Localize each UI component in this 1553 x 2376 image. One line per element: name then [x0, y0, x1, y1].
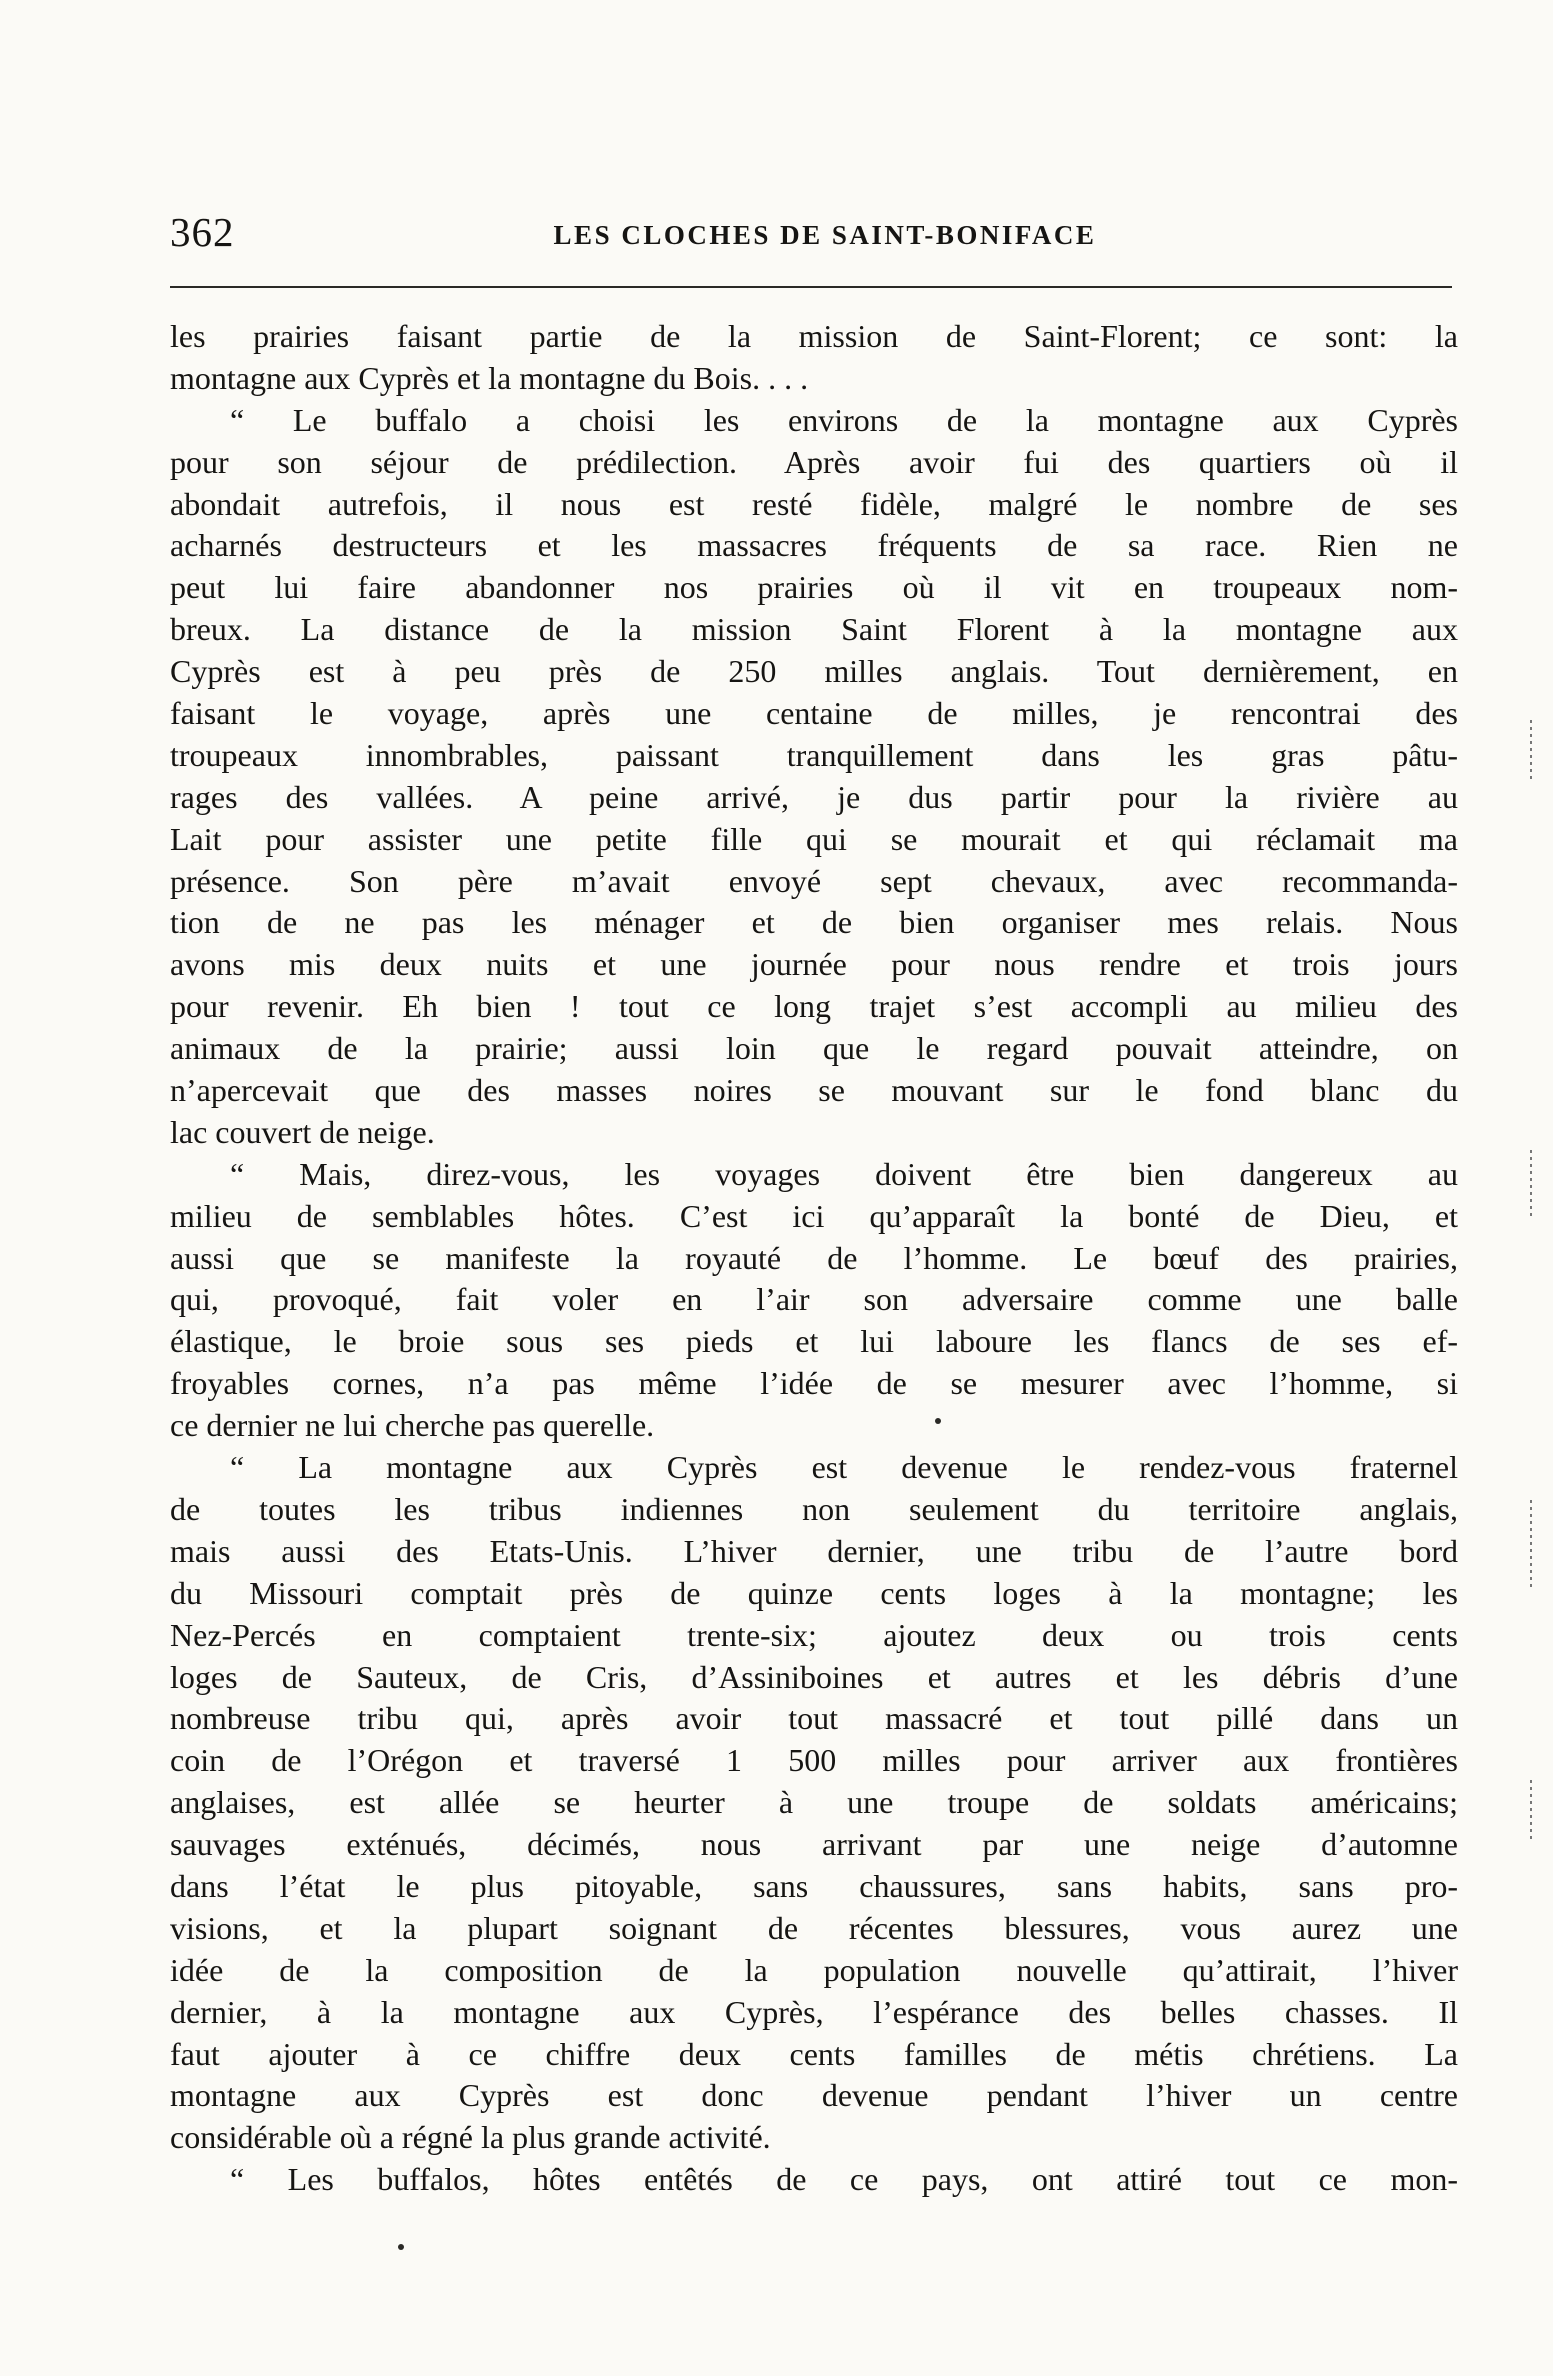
text-line: “ La montagne aux Cyprès est devenue le rendez-vous fraternel [230, 1449, 1458, 1486]
header-rule [170, 286, 1452, 288]
text-line: de toutes les tribus indiennes non seulement du territoire anglais, [170, 1490, 1458, 1527]
text-line: les prairies faisant partie de la mission de Saint-Florent; ce sont: la [170, 318, 1458, 354]
text-line: nombreuse tribu qui, après avoir tout massacré et tout pillé dans un [170, 1700, 1458, 1737]
text-line: n’apercevait que des masses noires se mouvant sur le fond blanc du [170, 1072, 1458, 1109]
text-line: “ Le buffalo a choisi les environs de la montagne aux Cyprès [230, 401, 1458, 438]
text-line: aussi que se manifeste la royauté de l’homme. Le bœuf des prairies, [170, 1239, 1458, 1276]
running-head [170, 208, 1450, 268]
text-line: tion de ne pas les ménager et de bien organiser mes relais. Nous [170, 904, 1458, 941]
body-text [170, 316, 1458, 2201]
text-line: faisant le voyage, après une centaine de milles, je rencontrai des [170, 695, 1458, 732]
text-line: pour son séjour de prédilection. Après avoir fui des quartiers où il [170, 443, 1458, 480]
text-line: loges de Sauteux, de Cris, d’Assiniboines et autres et les débris d’une [170, 1658, 1458, 1695]
text-line: idée de la composition de la population nouvelle qu’attirait, l’hiver [170, 1951, 1458, 1988]
printing-speck [935, 1418, 941, 1424]
text-line: dans l’état le plus pitoyable, sans chaussures, sans habits, sans pro- [170, 1867, 1458, 1904]
text-line: animaux de la prairie; aussi loin que le regard pouvait atteindre, on [170, 1030, 1458, 1067]
printing-speck [398, 2244, 404, 2250]
text-line: Cyprès est à peu près de 250 milles anglais. Tout dernièrement, en [170, 653, 1458, 690]
text-line: du Missouri comptait près de quinze cents loges à la montagne; les [170, 1574, 1458, 1611]
text-line: Lait pour assister une petite fille qui se mourait et qui réclamait ma [170, 820, 1458, 857]
page-number: 362 [170, 209, 235, 255]
text-line: sauvages exténués, décimés, nous arrivant par une neige d’automne [170, 1826, 1458, 1863]
text-line: breux. La distance de la mission Saint Florent à la montagne aux [170, 611, 1458, 648]
scan-edge-mark [1530, 1500, 1532, 1590]
scan-edge-mark [1530, 720, 1532, 780]
running-title: LES CLOCHES DE SAINT-BONIFACE [553, 220, 1097, 250]
text-line: acharnés destructeurs et les massacres fréquents de sa race. Rien ne [170, 527, 1458, 564]
text-line: lac couvert de neige. [170, 1113, 435, 1150]
text-line: élastique, le broie sous ses pieds et lui laboure les flancs de ses ef- [170, 1323, 1458, 1360]
text-line: visions, et la plupart soignant de récentes blessures, vous aurez une [170, 1909, 1458, 1946]
text-line: Nez-Percés en comptaient trente-six; ajoutez deux ou trois cents [170, 1616, 1458, 1653]
text-line: troupeaux innombrables, paissant tranquillement dans les gras pâtu- [170, 736, 1458, 773]
scan-edge-mark [1530, 1780, 1532, 1840]
text-line: qui, provoqué, fait voler en l’air son adversaire comme une balle [170, 1281, 1458, 1318]
text-line: anglaises, est allée se heurter à une troupe de soldats américains; [170, 1784, 1458, 1821]
text-line: dernier, à la montagne aux Cyprès, l’espérance des belles chasses. Il [170, 1993, 1458, 2030]
text-line: présence. Son père m’avait envoyé sept chevaux, avec recommanda- [170, 862, 1458, 899]
text-line: peut lui faire abandonner nos prairies où il vit en troupeaux nom- [170, 569, 1458, 606]
text-line: pour revenir. Eh bien ! tout ce long trajet s’est accompli au milieu des [170, 988, 1458, 1025]
text-line: ce dernier ne lui cherche pas querelle. [170, 1407, 655, 1444]
text-line: “ Mais, direz-vous, les voyages doivent être bien dangereux au [230, 1155, 1458, 1192]
text-line: mais aussi des Etats-Unis. L’hiver dernier, une tribu de l’autre bord [170, 1532, 1458, 1569]
text-line: montagne aux Cyprès et la montagne du Bois. . . . [170, 359, 809, 396]
text-line: coin de l’Orégon et traversé 1 500 milles pour arriver aux frontières [170, 1742, 1458, 1779]
text-line: rages des vallées. A peine arrivé, je dus partir pour la rivière au [170, 778, 1458, 815]
text-line: avons mis deux nuits et une journée pour nous rendre et trois jours [170, 946, 1458, 983]
text-line: abondait autrefois, il nous est resté fidèle, malgré le nombre de ses [170, 485, 1458, 522]
scan-edge-mark [1530, 1150, 1532, 1220]
text-line: faut ajouter à ce chiffre deux cents familles de métis chrétiens. La [170, 2035, 1458, 2072]
text-line: “ Les buffalos, hôtes entêtés de ce pays, ont attiré tout ce mon- [230, 2161, 1458, 2198]
text-line: montagne aux Cyprès est donc devenue pendant l’hiver un centre [170, 2077, 1458, 2114]
text-line: froyables cornes, n’a pas même l’idée de se mesurer avec l’homme, si [170, 1365, 1458, 1402]
text-line: considérable où a régné la plus grande activité. [170, 2119, 771, 2156]
text-line: milieu de semblables hôtes. C’est ici qu’apparaît la bonté de Dieu, et [170, 1197, 1458, 1234]
